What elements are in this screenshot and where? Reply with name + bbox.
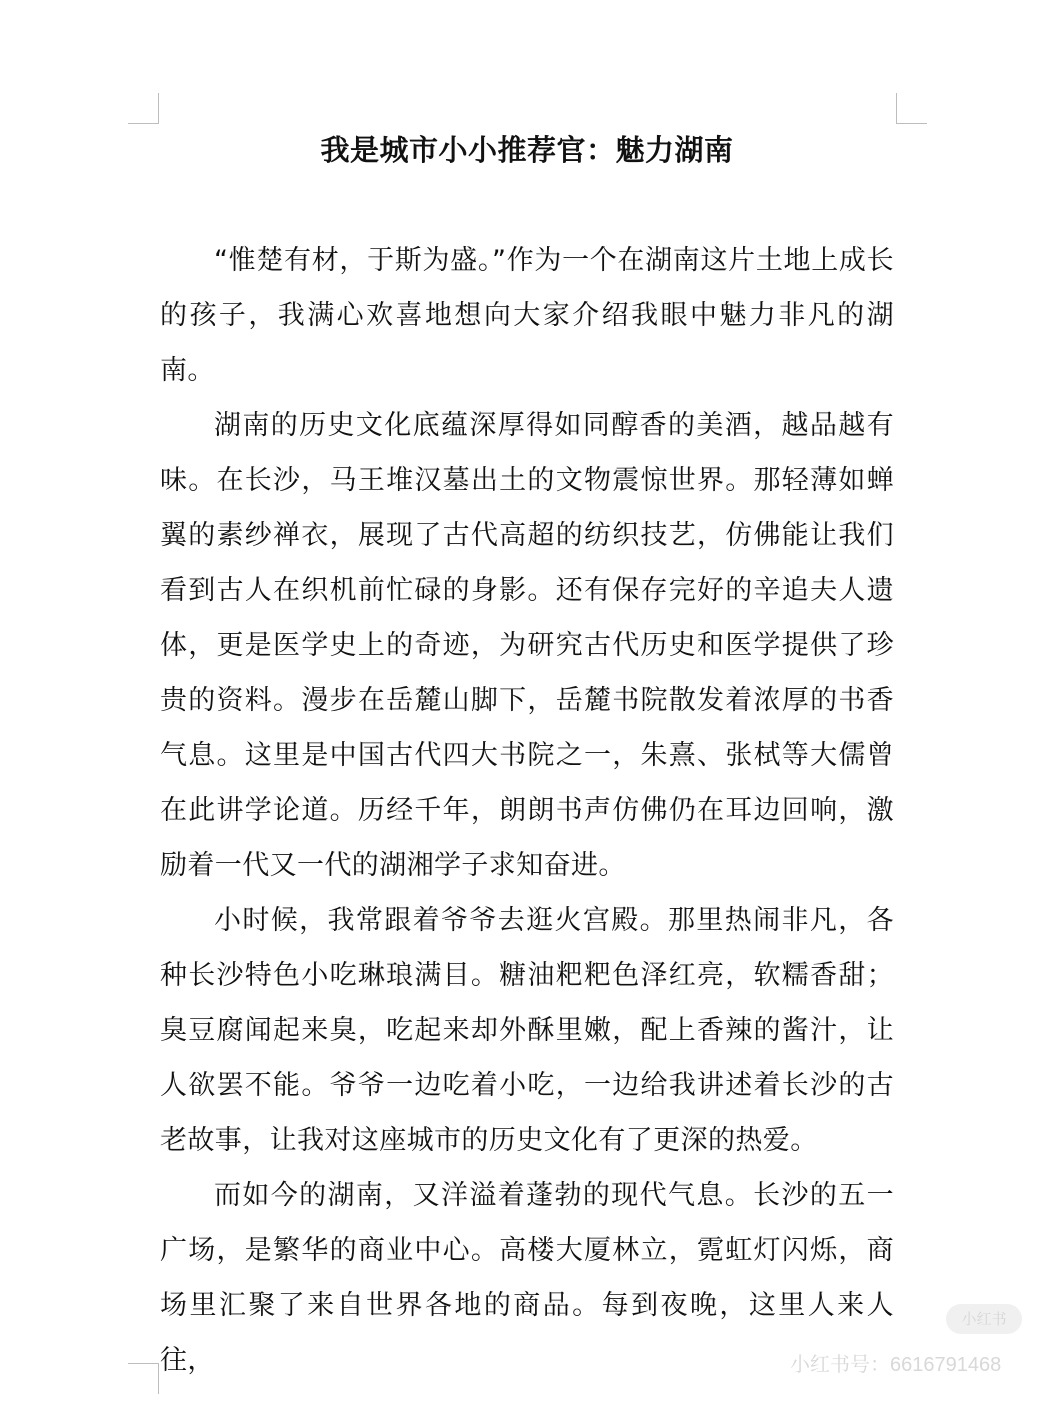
page-corner-mark-top-right <box>896 93 927 124</box>
document-body <box>160 233 894 1388</box>
paragraph-childhood-snacks: 小时候，我常跟着爷爷去逛火宫殿。那里热闹非凡，各种长沙特色小吃琳琅满目。糖油粑粑色泽红亮，软糯香甜；臭豆腐闻起来臭，吃起来却外酥里嫩，配上香辣的酱汁，让人欲罢不能。爷爷一边吃着小吃，一边给我讲述着长沙的古老故事，让我对这座城市的历史文化有了更深的热爱。 <box>160 905 894 1156</box>
page-corner-mark-bottom-left <box>128 1363 159 1394</box>
paragraph-modern-hunan: 而如今的湖南，又洋溢着蓬勃的现代气息。长沙的五一广场，是繁华的商业中心。高楼大厦林立，霓虹灯闪烁，商场里汇聚了来自世界各地的商品。每到夜晚，这里人来人往， <box>160 1180 894 1376</box>
watermark-logo: 小红书 <box>946 1304 1022 1334</box>
watermark-account-id: 小红书号：6616791468 <box>790 1354 1002 1376</box>
page-corner-mark-top-left <box>128 93 159 124</box>
paragraph-history-culture: 湖南的历史文化底蕴深厚得如同醇香的美酒，越品越有味。在长沙，马王堆汉墓出土的文物震惊世界。那轻薄如蝉翼的素纱禅衣，展现了古代高超的纺织技艺，仿佛能让我们看到古人在织机前忙碌的身影。还有保存完好的辛追夫人遗体，更是医学史上的奇迹，为研究古代历史和医学提供了珍贵的资料。漫步在岳麓山脚下，岳麓书院散发着浓厚的书香气息。这里是中国古代四大书院之一，朱熹、张栻等大儒曾在此讲学论道。历经千年，朗朗书声仿佛仍在耳边回响，激励着一代又一代的湖湘学子求知奋进。 <box>160 410 894 881</box>
paragraph-intro: “惟楚有材，于斯为盛。”作为一个在湖南这片土地上成长的孩子，我满心欢喜地想向大家介绍我眼中魅力非凡的湖南。 <box>160 245 894 386</box>
document-title: 我是城市小小推荐官：魅力湖南 <box>320 133 734 167</box>
